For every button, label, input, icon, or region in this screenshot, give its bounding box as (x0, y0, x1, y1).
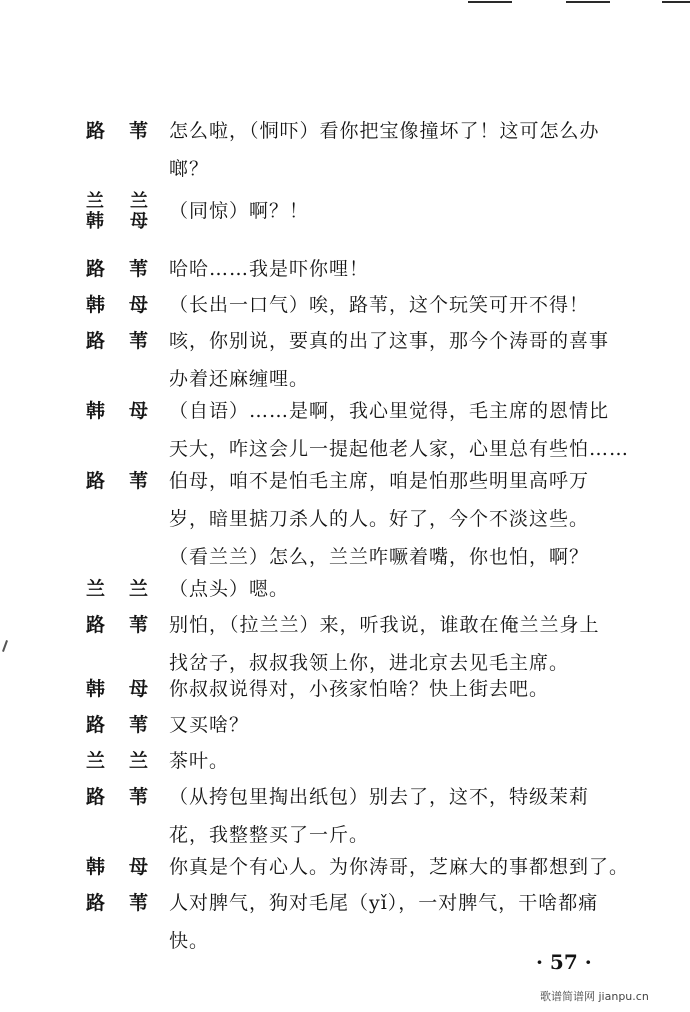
watermark: 歌谱简谱网 jianpu.cn (540, 990, 649, 1003)
speaker-char: 母 (128, 400, 148, 422)
speaker-char: 路 (86, 614, 106, 636)
speaker-char: 路 (86, 892, 106, 914)
speaker-char: 路 (86, 786, 106, 808)
dialogue-line: 人对脾气，狗对毛尾（yǐ），一对脾气，干啥都痛 (169, 892, 599, 914)
speaker-stack (86, 192, 148, 232)
speaker-char: 韩 (86, 678, 106, 700)
speaker-name (86, 570, 148, 608)
dialogue-line: （看兰兰）怎么，兰兰咋噘着嘴，你也怕，啊？ (169, 546, 590, 568)
speaker-name (86, 192, 148, 212)
speaker-name (86, 606, 148, 644)
dialogue-line: 别怕，（拉兰兰）来，听我说，谁敢在俺兰兰身上 (169, 614, 600, 636)
dialogue-line: 你叔叔说得对，小孩家怕啥？快上街去吧。 (169, 678, 550, 700)
dialogue-line: 又买啥？ (169, 714, 250, 736)
speaker-name (86, 778, 148, 816)
speaker-char: 路 (86, 470, 106, 492)
speaker-char: 母 (128, 856, 148, 878)
speaker-name (86, 112, 148, 150)
speaker-char: 母 (128, 678, 148, 700)
speaker-char: 苇 (128, 258, 148, 280)
dialogue-line: 茶叶。 (169, 750, 230, 772)
dialogue-line: 哈哈……我是吓你哩！ (169, 258, 370, 280)
speaker-char: 兰 (130, 191, 148, 212)
speaker-name (86, 742, 148, 780)
speaker-name (86, 286, 148, 324)
margin-mark (2, 640, 8, 652)
speaker-char: 苇 (128, 714, 148, 736)
speaker-char: 路 (86, 330, 106, 352)
speaker-name (86, 848, 148, 886)
speaker-char: 路 (86, 120, 106, 142)
dialogue-line: 咳，你别说，要真的出了这事，那今个涛哥的喜事 (169, 330, 610, 352)
speaker-char: 路 (86, 258, 106, 280)
speaker-name (86, 212, 148, 232)
speaker-char: 兰 (128, 578, 148, 600)
speaker-char: 苇 (128, 330, 148, 352)
speaker-char: 韩 (86, 211, 104, 232)
speaker-char: 苇 (128, 614, 148, 636)
speaker-char: 苇 (128, 120, 148, 142)
speaker-char: 路 (86, 714, 106, 736)
speaker-char: 兰 (86, 578, 106, 600)
speaker-name (86, 706, 148, 744)
top-rule-1 (468, 1, 512, 3)
top-rule-2 (566, 1, 610, 3)
speaker-char: 兰 (86, 191, 104, 212)
speaker-name (86, 250, 148, 288)
dialogue-line: 岁，暗里掂刀杀人的人。好了，今个不淡这些。 (169, 508, 590, 530)
speaker-name (86, 462, 148, 500)
speaker-name (86, 884, 148, 922)
speaker-char: 母 (130, 211, 148, 232)
dialogue-line: 伯母，咱不是怕毛主席，咱是怕那些明里高呼万 (169, 470, 590, 492)
speaker-char: 韩 (86, 294, 106, 316)
speaker-char: 兰 (128, 750, 148, 772)
dialogue-line: 天大，咋这会儿一提起他老人家，心里总有些怕…… (169, 438, 630, 460)
speaker-name (86, 392, 148, 430)
dialogue-line: 你真是个有心人。为你涛哥，芝麻大的事都想到了。 (169, 856, 630, 878)
speaker-char: 苇 (128, 892, 148, 914)
dialogue-line: 花，我整整买了一斤。 (169, 824, 370, 846)
page-number: · 57 · (536, 950, 592, 974)
speaker-char: 韩 (86, 400, 106, 422)
speaker-char: 韩 (86, 856, 106, 878)
dialogue-line: 啷？ (169, 158, 210, 180)
dialogue-line: （长出一口气）唉，路苇，这个玩笑可开不得！ (169, 294, 590, 316)
top-rule-3 (662, 1, 690, 3)
dialogue-line: （同惊）啊？！ (169, 200, 310, 222)
speaker-char: 母 (128, 294, 148, 316)
dialogue-line: 找岔子，叔叔我领上你，进北京去见毛主席。 (169, 652, 570, 674)
speaker-name (86, 322, 148, 360)
dialogue-line: （从挎包里掏出纸包）别去了，这不，特级茉莉 (169, 786, 590, 808)
speaker-char: 兰 (86, 750, 106, 772)
speaker-name (86, 670, 148, 708)
speaker-char: 苇 (128, 786, 148, 808)
speaker-char: 苇 (128, 470, 148, 492)
dialogue-line: 办着还麻缠哩。 (169, 368, 310, 390)
dialogue-line: 快。 (169, 930, 210, 952)
dialogue-line: （点头）嗯。 (169, 578, 290, 600)
dialogue-line: （自语）……是啊，我心里觉得，毛主席的恩情比 (169, 400, 610, 422)
dialogue-line: 怎么啦，（恫吓）看你把宝像撞坏了！这可怎么办 (169, 120, 600, 142)
